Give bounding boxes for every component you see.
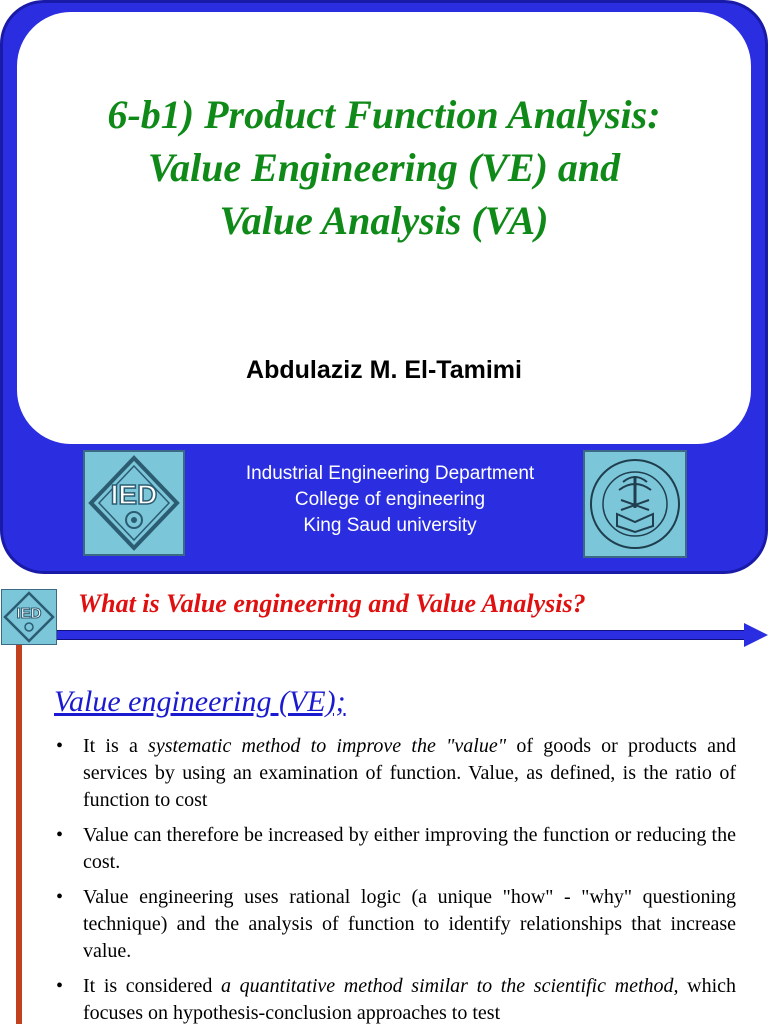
bullet-list bbox=[54, 733, 736, 1035]
ksu-logo bbox=[583, 450, 687, 558]
department-line-2: College of engineering bbox=[294, 489, 486, 510]
ied-logo bbox=[83, 450, 185, 556]
ksu-seal-icon bbox=[585, 452, 685, 556]
department-block bbox=[190, 461, 590, 539]
ied-emblem-small-icon bbox=[2, 590, 56, 644]
bullet-item: • It is a systematic method to improve the "value" of goods or products and services by using an examination of function. Value, as defined, is the ratio of function to cost bbox=[54, 733, 736, 814]
title-line-2: Value Engineering (VE) and bbox=[147, 145, 621, 190]
slide-heading: What is Value engineering and Value Analysis? bbox=[78, 589, 586, 618]
bullet-item: • Value engineering uses rational logic (a unique "how" - "why" questioning technique) and the analysis of function to identify relationships that increase value. bbox=[54, 884, 736, 965]
vertical-accent-bar bbox=[16, 645, 22, 1024]
content-slide bbox=[0, 575, 768, 1024]
author-name: Abdulaziz M. El-Tamimi bbox=[246, 356, 522, 384]
header-arrow-bar bbox=[57, 630, 749, 640]
department-line-1: Industrial Engineering Department bbox=[245, 463, 535, 484]
header-arrow-head-icon bbox=[744, 623, 768, 647]
department-line-3: King Saud university bbox=[303, 515, 477, 536]
bullet-item: • It is considered a quantitative method similar to the scientific method, which focuses on hypothesis-conclusion approaches to test bbox=[54, 973, 736, 1027]
ied-emblem-icon bbox=[85, 452, 183, 554]
bullet-item: • Value can therefore be increased by either improving the function or reducing the cost. bbox=[54, 822, 736, 876]
title-line-1: 6-b1) Product Function Analysis: bbox=[107, 92, 661, 137]
section-title: Value engineering (VE); bbox=[54, 685, 346, 718]
ied-small-logo bbox=[1, 589, 57, 645]
title-line-3: Value Analysis (VA) bbox=[219, 198, 549, 243]
ied-small-logo-text: IED bbox=[16, 605, 42, 622]
slide-title bbox=[0, 88, 768, 247]
ied-logo-text: IED bbox=[110, 479, 158, 510]
